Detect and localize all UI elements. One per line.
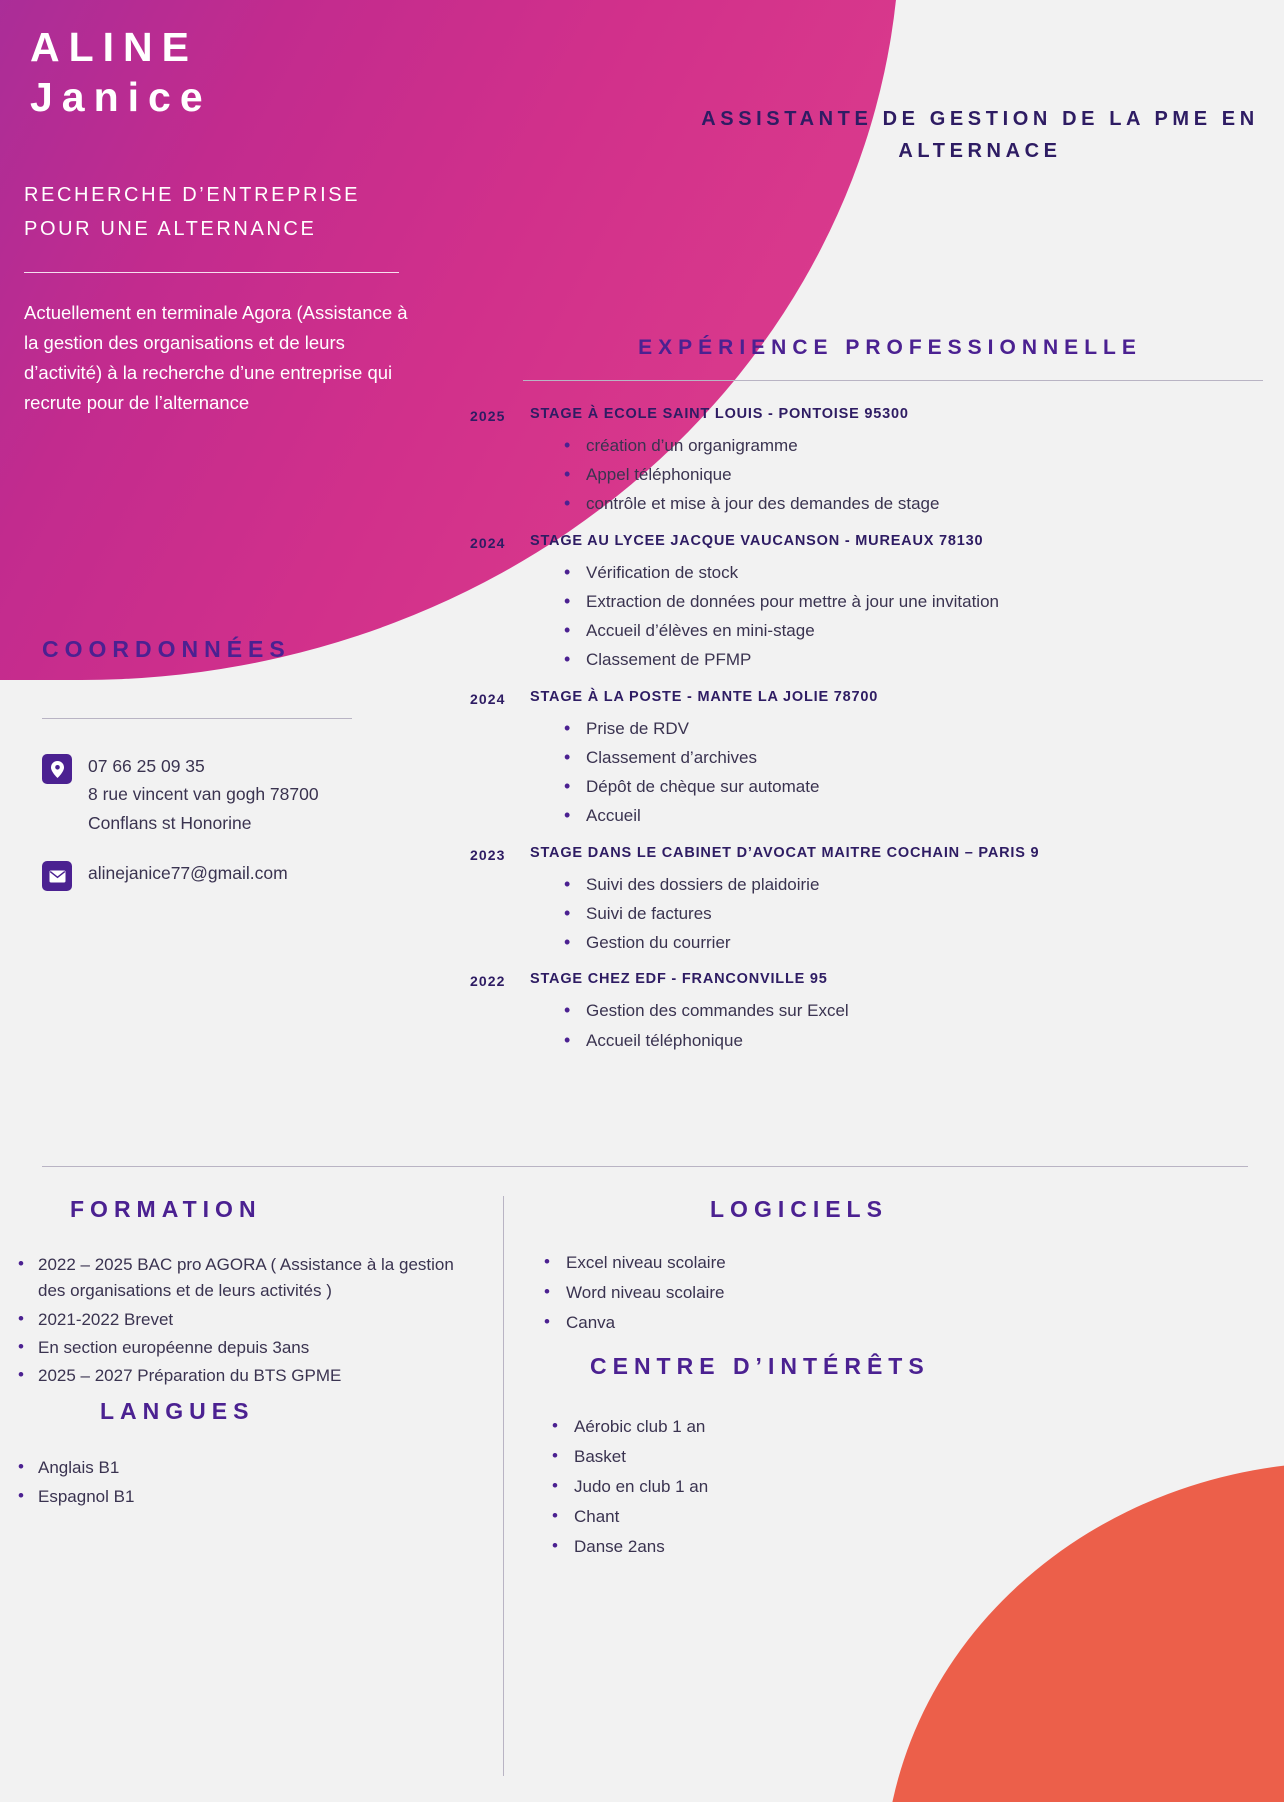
list-item: • Extraction de données pour mettre à jour une invitation [562,587,1270,616]
list-item: • contrôle et mise à jour des demandes de stage [562,489,1270,518]
location-pin-icon [42,754,72,784]
experience-list [470,406,1270,1069]
experience-role: STAGE À LA POSTE - MANTE LA JOLIE 78700 [530,688,879,705]
experience-year: 2025 [470,408,506,424]
experience-item [470,533,1270,675]
experience-heading: EXPÉRIENCE PROFESSIONNELLE [638,336,1142,359]
list-item: • Espagnol B1 [12,1482,432,1511]
name-block [30,22,212,122]
header-subtitle-line2: POUR UNE ALTERNANCE [24,218,317,241]
langues-heading: LANGUES [100,1398,255,1424]
job-title: ASSISTANTE DE GESTION DE LA PME EN ALTERNACE [701,108,1259,163]
list-item: • Accueil d’élèves en mini-stage [562,616,1270,645]
header-subtitle-line1: RECHERCHE D’ENTREPRISE [24,184,361,206]
list-item: • Suivi de factures [562,899,1270,928]
experience-bullets [562,870,1270,958]
list-item: • Chant [548,1502,968,1532]
profile-intro: Actuellement en terminale Agora (Assistance à la gestion des organisations et de leurs d’activité) à la recherche d’une entreprise qui recrute pour de l’alternance [24,302,408,413]
list-item: • Gestion des commandes sur Excel [562,996,1270,1025]
list-item: • Accueil [562,801,1270,830]
formation-heading: FORMATION [70,1196,262,1222]
last-name: Janice [30,74,212,121]
list-item: • Appel téléphonique [562,460,1270,489]
list-item: • 2025 – 2027 Préparation du BTS GPME [12,1363,462,1389]
header-divider [24,272,399,273]
list-item: • création d’un organigramme [562,431,1270,460]
list-item: • Anglais B1 [12,1453,432,1482]
contact-email[interactable]: alinejanice77@gmail.com [88,863,288,884]
experience-item [470,406,1270,519]
experience-item [470,971,1270,1054]
list-item: • Word niveau scolaire [540,1278,960,1308]
experience-role: STAGE AU LYCEE JACQUE VAUCANSON - MUREAUX 78130 [530,532,984,549]
contact-heading: COORDONNÉES [42,636,291,662]
experience-item [470,845,1270,958]
experience-year: 2023 [470,846,506,863]
header-subtitle [24,178,360,247]
list-item: • Judo en club 1 an [548,1472,968,1502]
contact-phone: 07 66 25 09 35 [88,756,205,776]
bottom-divider [42,1166,1248,1167]
contact-address-line1: 8 rue vincent van gogh 78700 [88,784,319,805]
first-name: ALINE [30,24,198,70]
experience-bullets [562,996,1270,1054]
experience-role: STAGE CHEZ EDF - FRANCONVILLE 95 [530,971,828,988]
logiciels-list [540,1248,960,1338]
list-item: • Danse 2ans [548,1532,968,1562]
list-item: • Prise de RDV [562,714,1270,743]
list-item: • 2022 – 2025 BAC pro AGORA ( Assistance à la gestion des organisations et de leurs activités ) [12,1252,462,1305]
experience-bullets [562,714,1270,831]
list-item: • Excel niveau scolaire [540,1248,960,1278]
experience-bullets [562,558,1270,675]
contact-phone-text [88,752,319,837]
experience-year: 2024 [470,690,506,707]
list-item: • Accueil téléphonique [562,1026,1270,1055]
contact-block [42,752,442,913]
interets-list [548,1412,968,1562]
experience-divider [523,380,1263,381]
experience-year: 2022 [470,973,506,990]
formation-list [12,1252,462,1392]
envelope-icon [42,861,72,891]
experience-bullets [562,431,1270,519]
list-item: • En section européenne depuis 3ans [12,1335,462,1361]
logiciels-heading: LOGICIELS [710,1196,888,1222]
contact-divider [42,718,352,719]
contact-address-line2: Conflans st Honorine [88,812,252,833]
list-item: • Aérobic club 1 an [548,1412,968,1442]
list-item: • Classement de PFMP [562,645,1270,674]
list-item: • Dépôt de chèque sur automate [562,772,1270,801]
langues-list [12,1453,432,1511]
experience-year: 2024 [470,534,506,551]
contact-phone-row [42,752,442,837]
experience-item [470,689,1270,831]
list-item: • Classement d’archives [562,743,1270,772]
list-item: • Vérification de stock [562,558,1270,587]
bottom-vertical-divider [503,1196,504,1776]
list-item: • Basket [548,1442,968,1472]
interets-heading: CENTRE D’INTÉRÊTS [590,1353,930,1379]
experience-role: STAGE À ECOLE SAINT LOUIS - PONTOISE 95300 [530,406,909,422]
list-item: • Canva [540,1308,960,1338]
experience-role: STAGE DANS LE CABINET D’AVOCAT MAITRE COCHAIN – PARIS 9 [530,844,1040,861]
contact-email-row [42,859,442,891]
list-item: • Suivi des dossiers de plaidoirie [562,870,1270,899]
list-item: • 2021-2022 Brevet [12,1307,462,1333]
list-item: • Gestion du courrier [562,928,1270,957]
